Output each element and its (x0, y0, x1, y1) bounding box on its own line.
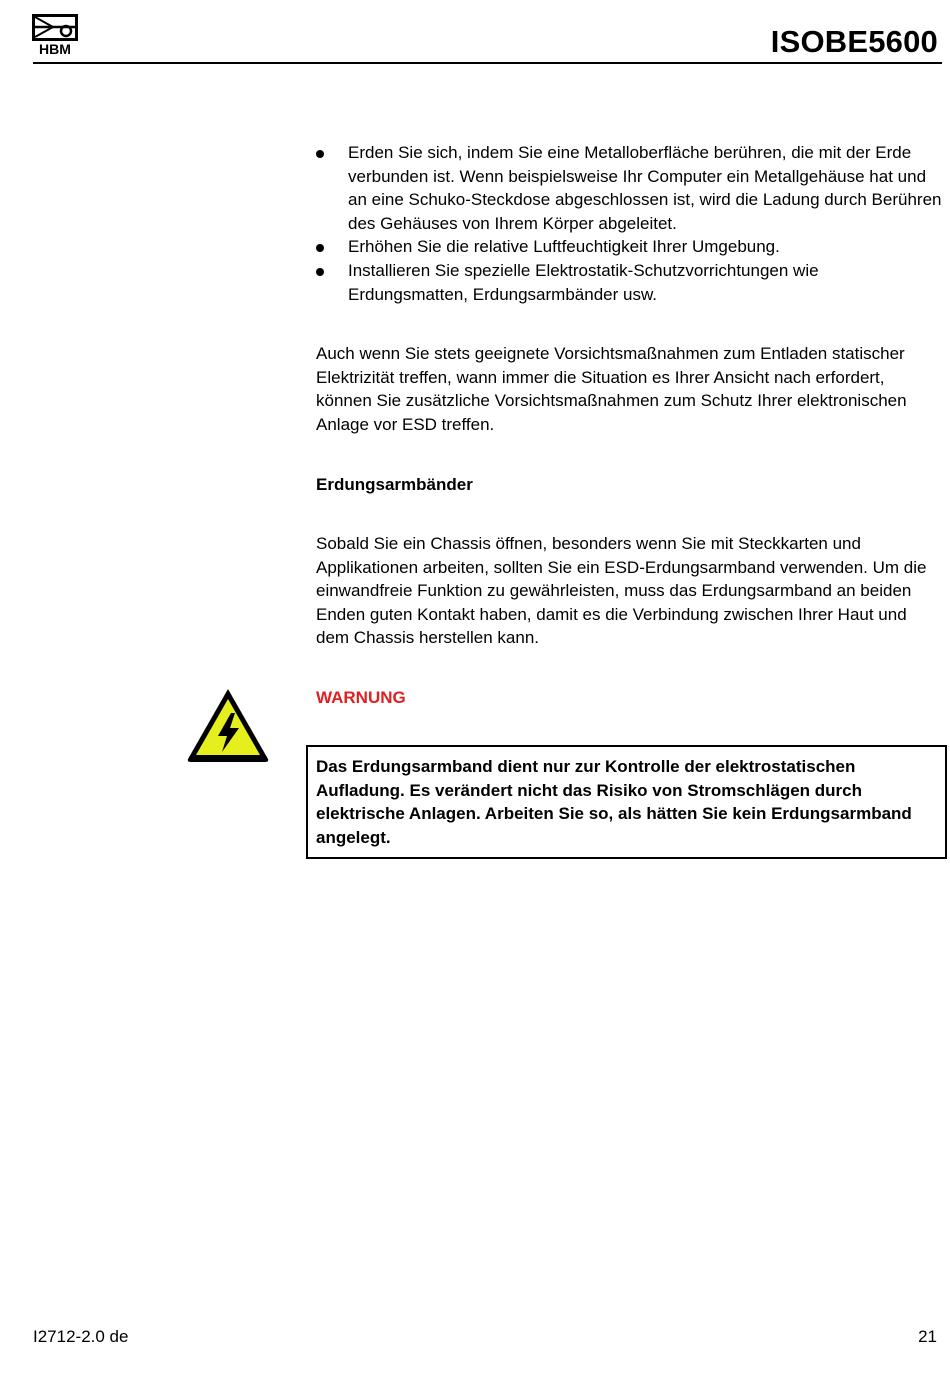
section-heading: Erdungsarmbänder (316, 475, 473, 494)
logo-text: HBM (39, 41, 71, 56)
bullet-icon (316, 244, 324, 252)
high-voltage-warning-icon (185, 686, 271, 764)
hbm-logo (32, 14, 78, 56)
list-item (316, 259, 942, 306)
bullet-icon (316, 268, 324, 276)
list-item (316, 235, 942, 259)
bullet-text: Installieren Sie spezielle Elektrostatik-Schutzvorrichtungen wie Erdungsmatten, Erdungsarmbänder usw. (348, 260, 819, 304)
paragraph-wrist-strap: Sobald Sie ein Chassis öffnen, besonders wenn Sie mit Steckkarten und Applikationen arbeiten, sollten Sie ein ESD-Erdungsarmband verwenden. Um die einwandfreie Funktion zu gewährleisten, muss das Erdungsarmband an beiden Enden guten Kontakt haben, damit es die Verbindung zwischen Ihrer Haut und dem Chassis herstellen kann. (316, 534, 927, 648)
warning-label: WARNUNG (316, 688, 406, 707)
list-item (316, 141, 942, 235)
header-divider (33, 62, 942, 64)
warning-text: Das Erdungsarmband dient nur zur Kontrolle der elektrostatischen Aufladung. Es verändert nicht das Risiko von Stromschlägen durch elektrische Anlagen. Arbeiten Sie so, als hätten Sie kein Erdungsarmband angelegt. (316, 757, 912, 847)
warning-box (306, 745, 947, 859)
bullet-icon (316, 150, 324, 158)
bullet-text: Erhöhen Sie die relative Luftfeuchtigkeit Ihrer Umgebung. (348, 237, 780, 257)
bullet-text: Erden Sie sich, indem Sie eine Metalloberfläche berühren, die mit der Erde verbunden ist. Wenn beispielsweise Ihr Computer ein Metallgehäuse hat und an eine Schuko-Steckdose abgeschlossen ist, wird die Ladung durch Berühren des Gehäuses von Ihrem Körper abgeleitet. (348, 143, 942, 233)
bullet-list (316, 141, 942, 306)
document-id: I2712-2.0 de (33, 1327, 129, 1346)
page-number: 21 (918, 1327, 937, 1346)
paragraph-esd-precautions: Auch wenn Sie stets geeignete Vorsichtsmaßnahmen zum Entladen statischer Elektrizität treffen, wann immer die Situation es Ihrer Ansicht nach erfordert, können Sie zusätzliche Vorsichtsmaßnahmen zum Schutz Ihrer elektronischen Anlage vor ESD treffen. (316, 344, 907, 434)
document-title: ISOBE5600 (770, 24, 938, 59)
